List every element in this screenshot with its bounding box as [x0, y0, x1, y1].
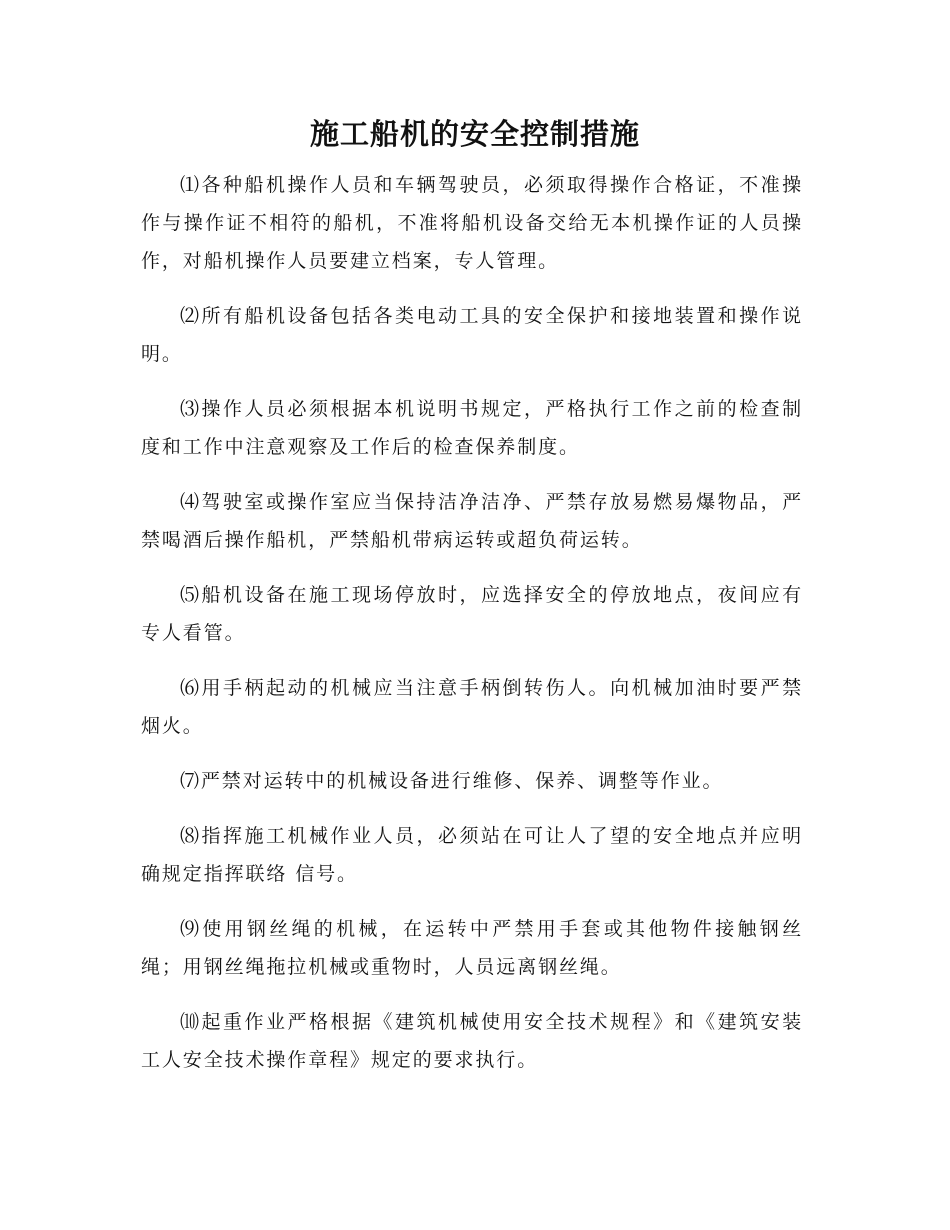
paragraph-10: ⑽起重作业严格根据《建筑机械使用安全技术规程》和《建筑安装工人安全技术操作章程》规定的要求执行。 — [141, 1011, 803, 1071]
document-title: 施工船机的安全控制措施 — [309, 117, 640, 151]
paragraph-1: ⑴各种船机操作人员和车辆驾驶员，必须取得操作合格证，不准操作与操作证不相符的船机，不准将船机设备交给无本机操作证的人员操作，对船机操作人员要建立档案，专人管理。 — [141, 174, 803, 272]
paragraph-6: ⑹用手柄起动的机械应当注意手柄倒转伤人。向机械加油时要严禁烟火。 — [141, 677, 803, 737]
paragraph-8: ⑻指挥施工机械作业人员，必须站在可让人了望的安全地点并应明确规定指挥联络 信号。 — [141, 825, 803, 885]
paragraph-4: ⑷驾驶室或操作室应当保持洁净洁净、严禁存放易燃易爆物品，严禁喝酒后操作船机，严禁船机带病运转或超负荷运转。 — [141, 491, 803, 551]
paragraph-9: ⑼使用钢丝绳的机械，在运转中严禁用手套或其他物件接触钢丝绳；用钢丝绳拖拉机械或重物时，人员远离钢丝绳。 — [141, 918, 803, 978]
document-body — [141, 166, 803, 1096]
paragraph-5: ⑸船机设备在施工现场停放时，应选择安全的停放地点，夜间应有专人看管。 — [141, 584, 803, 644]
paragraph-2: ⑵所有船机设备包括各类电动工具的安全保护和接地装置和操作说明。 — [141, 305, 803, 365]
paragraph-7: ⑺严禁对运转中的机械设备进行维修、保养、调整等作业。 — [180, 770, 724, 792]
paragraph-3: ⑶操作人员必须根据本机说明书规定，严格执行工作之前的检查制度和工作中注意观察及工作后的检查保养制度。 — [141, 398, 803, 458]
